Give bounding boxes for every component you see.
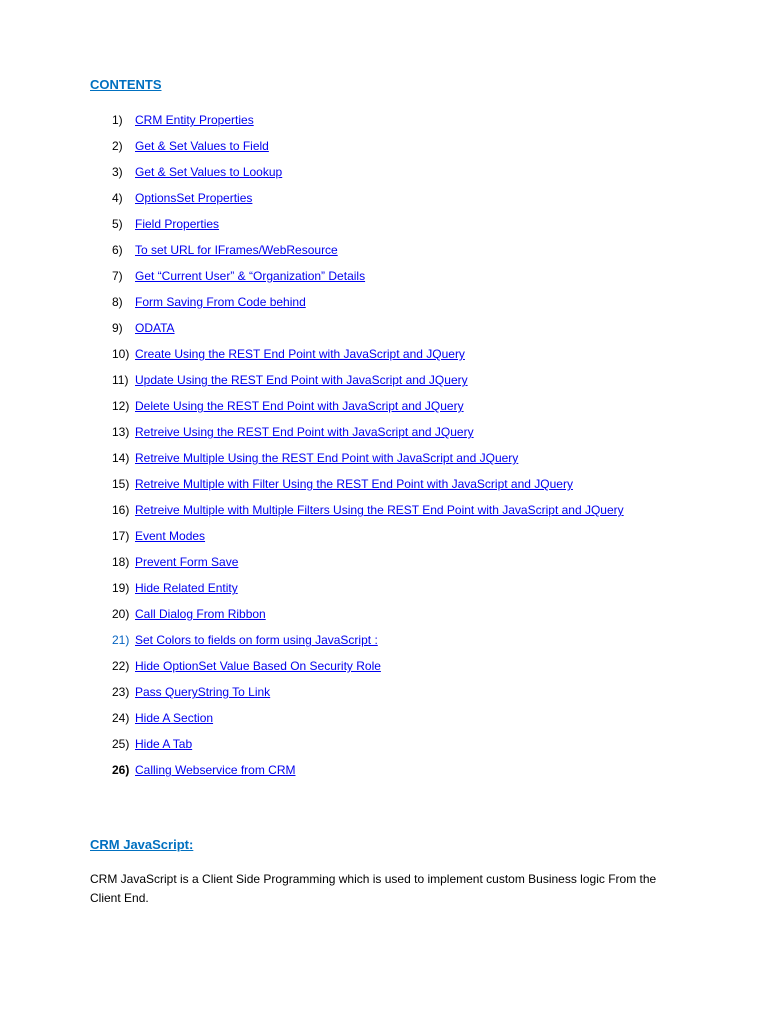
toc-item <box>0 526 768 546</box>
toc-item-link[interactable]: Hide A Section <box>135 711 214 725</box>
toc-item <box>0 396 768 416</box>
toc-item <box>0 708 768 728</box>
toc-item-link[interactable]: Event Modes <box>135 529 206 543</box>
toc-item <box>0 344 768 364</box>
toc-item <box>0 552 768 572</box>
toc-item-number: 25) <box>112 737 130 751</box>
toc-item <box>0 760 768 780</box>
toc-item <box>0 136 768 156</box>
toc-item-link[interactable]: Create Using the REST End Point with JavaScript and JQuery <box>135 347 465 361</box>
toc-item-link[interactable]: Pass QueryString To Link <box>135 685 271 699</box>
toc-item-number: 16) <box>112 503 130 517</box>
toc-item-number: 4) <box>112 191 123 205</box>
toc-item-number: 18) <box>112 555 130 569</box>
toc-item-number: 3) <box>112 165 123 179</box>
toc-item-link[interactable]: Hide A Tab <box>135 737 193 751</box>
toc-item-number: 20) <box>112 607 130 621</box>
toc-item-number: 23) <box>112 685 130 699</box>
toc-item-link[interactable]: Form Saving From Code behind <box>135 295 306 309</box>
toc-item-link[interactable]: Retreive Multiple with Filter Using the REST End Point with JavaScript and JQuery <box>135 477 573 491</box>
toc-item <box>0 448 768 468</box>
toc-item <box>0 604 768 624</box>
toc-item <box>0 162 768 182</box>
toc-item-link[interactable]: Calling Webservice from CRM <box>135 763 296 777</box>
body-paragraph: CRM JavaScript is a Client Side Programming which is used to implement custom Business logic From the Client End. <box>90 872 657 905</box>
toc-item <box>0 214 768 234</box>
toc-item-number: 11) <box>112 373 129 387</box>
toc-item-number: 15) <box>112 477 130 491</box>
toc-item <box>0 578 768 598</box>
toc-item <box>0 370 768 390</box>
toc-item-number: 6) <box>112 243 123 257</box>
section-heading[interactable]: CRM JavaScript: <box>90 837 194 852</box>
toc-item <box>0 734 768 754</box>
toc-item <box>0 240 768 260</box>
toc-item-link[interactable]: Call Dialog From Ribbon <box>135 607 266 621</box>
toc-item-link[interactable]: Retreive Using the REST End Point with JavaScript and JQuery <box>135 425 474 439</box>
toc-item <box>0 318 768 338</box>
toc-item-number: 7) <box>112 269 123 283</box>
toc-item <box>0 292 768 312</box>
toc-item-number: 21) <box>112 633 130 647</box>
toc-item-link[interactable]: Set Colors to fields on form using JavaScript : <box>135 633 378 647</box>
toc-item-link[interactable]: Hide OptionSet Value Based On Security Role <box>135 659 381 673</box>
toc-item-number: 12) <box>112 399 130 413</box>
toc-item-number: 10) <box>112 347 130 361</box>
toc-item-link[interactable]: Field Properties <box>135 217 220 231</box>
toc-item-number: 26) <box>112 763 130 777</box>
toc-item <box>0 266 768 286</box>
toc-item-number: 5) <box>112 217 123 231</box>
toc-item-link[interactable]: Update Using the REST End Point with JavaScript and JQuery <box>135 373 468 387</box>
toc-item-link[interactable]: Get & Set Values to Lookup <box>135 165 283 179</box>
toc-item-number: 19) <box>112 581 130 595</box>
toc-item-number: 1) <box>112 113 123 127</box>
toc-item-link[interactable]: Hide Related Entity <box>135 581 238 595</box>
toc-item-number: 8) <box>112 295 123 309</box>
toc-item-link[interactable]: Retreive Multiple Using the REST End Point with JavaScript and JQuery <box>135 451 519 465</box>
contents-heading[interactable]: CONTENTS <box>90 77 162 92</box>
toc-item-link[interactable]: Get & Set Values to Field <box>135 139 269 153</box>
toc-item-number: 13) <box>112 425 130 439</box>
toc-item-link[interactable]: Get “Current User” & “Organization” Details <box>135 269 366 283</box>
toc-item-number: 24) <box>112 711 130 725</box>
toc-item <box>0 110 768 130</box>
toc-item-number: 17) <box>112 529 130 543</box>
toc-item <box>0 656 768 676</box>
toc-item-link[interactable]: Retreive Multiple with Multiple Filters Using the REST End Point with JavaScript and JQuery <box>135 503 624 517</box>
toc-item-link[interactable]: Delete Using the REST End Point with JavaScript and JQuery <box>135 399 464 413</box>
toc-item-link[interactable]: To set URL for IFrames/WebResource <box>135 243 338 257</box>
toc-item-link[interactable]: ODATA <box>135 321 175 335</box>
toc-item-link[interactable]: CRM Entity Properties <box>135 113 254 127</box>
toc-item-link[interactable]: OptionsSet Properties <box>135 191 253 205</box>
toc-item-number: 22) <box>112 659 130 673</box>
toc-item <box>0 500 768 520</box>
toc-item-number: 2) <box>112 139 123 153</box>
toc-item <box>0 682 768 702</box>
toc-item <box>0 422 768 442</box>
toc-item <box>0 188 768 208</box>
toc-item-number: 14) <box>112 451 130 465</box>
toc-item <box>0 630 768 650</box>
toc-item-link[interactable]: Prevent Form Save <box>135 555 239 569</box>
toc-item-number: 9) <box>112 321 123 335</box>
toc-item <box>0 474 768 494</box>
